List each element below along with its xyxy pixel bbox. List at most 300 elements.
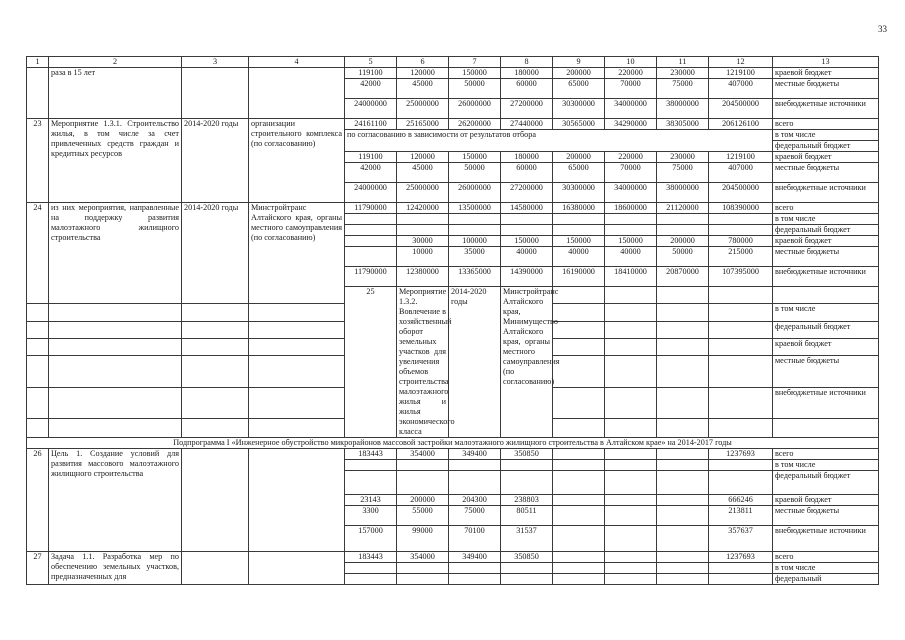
period-cell: 2014-2020 годы [449,287,501,438]
amount-cell: 45000 [397,79,449,99]
amount-cell: 780000 [709,236,773,247]
amount-cell: 34000000 [605,183,657,203]
amount-cell [27,387,49,418]
amount-cell [553,563,605,574]
amount-cell: 50000 [449,163,501,183]
amount-cell [657,526,709,552]
source-cell: краевой бюджет [773,338,879,355]
amount-cell [397,214,449,225]
amount-cell: 230000 [657,152,709,163]
amount-cell [27,304,49,321]
column-header: 5 [345,57,397,68]
table-cell [182,552,249,585]
amount-cell: 40000 [553,247,605,267]
source-cell: внебюджетные источники [773,267,879,287]
source-cell: в том числе [773,130,879,141]
column-header: 1 [27,57,49,68]
amount-cell [553,495,605,506]
amount-cell [709,214,773,225]
amount-cell [605,552,657,563]
column-header: 12 [709,57,773,68]
amount-cell [553,287,605,304]
amount-cell [182,387,249,418]
amount-cell: 65000 [553,163,605,183]
column-header: 4 [249,57,345,68]
amount-cell: 25165000 [397,119,449,130]
amount-cell [182,338,249,355]
amount-cell [49,419,182,438]
table-row [27,438,879,449]
amount-cell [553,419,605,438]
amount-cell: 50000 [449,79,501,99]
event-description: Мероприятие 1.3.1. Строительство жилья, в том числе за счет привлеченных средств граждан и кредитных ресурсов [49,119,182,203]
amount-cell [605,471,657,495]
source-cell: внебюджетные источники [773,387,879,418]
federal-note: по согласованию в зависимости от результатов отбора [345,130,773,152]
amount-cell [709,471,773,495]
amount-cell: 16190000 [553,267,605,287]
source-cell: в том числе [773,304,879,321]
source-cell: местные бюджеты [773,79,879,99]
amount-cell: 27440000 [501,119,553,130]
amount-cell: 204500000 [709,99,773,119]
amount-cell [657,506,709,526]
amount-cell: 65000 [553,79,605,99]
source-cell: внебюджетные источники [773,526,879,552]
amount-cell [605,526,657,552]
amount-cell: 204300 [449,495,501,506]
amount-cell: 354000 [397,449,449,460]
amount-cell [657,321,709,338]
source-cell: федеральный бюджет [773,321,879,338]
amount-cell [709,225,773,236]
amount-cell [553,552,605,563]
amount-cell: 1237693 [709,449,773,460]
source-cell: федеральный [773,574,879,585]
amount-cell: 157000 [345,526,397,552]
source-cell: всего [773,449,879,460]
amount-cell: 204500000 [709,183,773,203]
row-number: 23 [27,119,49,203]
amount-cell: 107395000 [709,267,773,287]
amount-cell [27,419,49,438]
amount-cell [605,321,657,338]
amount-cell [27,321,49,338]
amount-cell: 354000 [397,552,449,563]
amount-cell [657,574,709,585]
amount-cell [345,460,397,471]
amount-cell [249,321,345,338]
amount-cell [249,356,345,387]
table-cell [27,68,49,119]
amount-cell [605,563,657,574]
column-header: 3 [182,57,249,68]
amount-cell [501,460,553,471]
amount-cell: 14390000 [501,267,553,287]
amount-cell: 150000 [449,152,501,163]
amount-cell: 1237693 [709,552,773,563]
amount-cell: 407000 [709,79,773,99]
amount-cell [449,574,501,585]
amount-cell: 24000000 [345,183,397,203]
amount-cell [249,338,345,355]
amount-cell [553,304,605,321]
table-cell [773,419,879,438]
amount-cell [449,471,501,495]
amount-cell [501,471,553,495]
amount-cell: 34290000 [605,119,657,130]
amount-cell [605,225,657,236]
amount-cell: 120000 [397,68,449,79]
amount-cell: 42000 [345,163,397,183]
amount-cell [345,247,397,267]
amount-cell [553,321,605,338]
amount-cell: 45000 [397,163,449,183]
amount-cell: 30000 [397,236,449,247]
column-header: 10 [605,57,657,68]
amount-cell: 23143 [345,495,397,506]
amount-cell: 60000 [501,79,553,99]
period-cell: 2014-2020 годы [182,203,249,304]
source-cell: краевой бюджет [773,236,879,247]
amount-cell: 60000 [501,163,553,183]
amount-cell [501,574,553,585]
table-cell [249,68,345,119]
table-cell [182,449,249,552]
amount-cell: 350850 [501,449,553,460]
amount-cell: 10000 [397,247,449,267]
amount-cell: 25000000 [397,99,449,119]
amount-cell: 13500000 [449,203,501,214]
amount-cell: 220000 [605,68,657,79]
amount-cell [397,460,449,471]
amount-cell: 220000 [605,152,657,163]
table-cell [249,552,345,585]
amount-cell: 16380000 [553,203,605,214]
event-description: Задача 1.1. Разработка мер по обеспечению земельных участков, предназначенных для [49,552,182,585]
amount-cell [553,356,605,387]
amount-cell: 108390000 [709,203,773,214]
amount-cell: 25000000 [397,183,449,203]
amount-cell: 215000 [709,247,773,267]
amount-cell [657,387,709,418]
amount-cell [553,460,605,471]
amount-cell: 34000000 [605,99,657,119]
amount-cell: 14580000 [501,203,553,214]
amount-cell [397,563,449,574]
amount-cell [657,495,709,506]
amount-cell: 40000 [605,247,657,267]
table-row [27,552,879,563]
amount-cell: 180000 [501,68,553,79]
column-header: 2 [49,57,182,68]
executor-cell: организации строительного комплекса (по согласованию) [249,119,345,203]
amount-cell: 150000 [501,236,553,247]
amount-cell: 18410000 [605,267,657,287]
amount-cell [657,552,709,563]
amount-cell [605,574,657,585]
amount-cell: 206126100 [709,119,773,130]
amount-cell [501,214,553,225]
amount-cell: 213811 [709,506,773,526]
amount-cell [501,563,553,574]
amount-cell: 119100 [345,152,397,163]
amount-cell: 200000 [553,152,605,163]
column-header: 6 [397,57,449,68]
amount-cell [605,287,657,304]
amount-cell: 80511 [501,506,553,526]
amount-cell [345,214,397,225]
source-cell: федеральный бюджет [773,471,879,495]
amount-cell [49,304,182,321]
amount-cell [501,225,553,236]
amount-cell: 26200000 [449,119,501,130]
amount-cell [27,338,49,355]
amount-cell [553,214,605,225]
amount-cell [397,574,449,585]
source-cell: местные бюджеты [773,506,879,526]
amount-cell: 42000 [345,79,397,99]
table-cell [249,449,345,552]
column-header: 8 [501,57,553,68]
column-header: 7 [449,57,501,68]
amount-cell: 70000 [605,79,657,99]
subprogram-title: Подпрограмма I «Инженерное обустройство микрорайонов массовой застройки малоэтажного жилищного строительства в Алтайском крае» на 2014-2017 годы [27,438,879,449]
amount-cell [553,574,605,585]
amount-cell [182,356,249,387]
amount-cell: 230000 [657,68,709,79]
amount-cell: 1219100 [709,68,773,79]
amount-cell: 75000 [449,506,501,526]
source-cell: федеральный бюджет [773,225,879,236]
table-row [27,119,879,130]
event-description: Мероприятие 1.3.2. Вовлечение в хозяйственный оборот земельных участков для увеличения объемов строительства малоэтажного жилья и жилья экономического класса [397,287,449,438]
amount-cell: 99000 [397,526,449,552]
row-number: 27 [27,552,49,585]
column-header: 11 [657,57,709,68]
amount-cell [553,471,605,495]
source-cell: в том числе [773,563,879,574]
amount-cell [709,419,773,438]
amount-cell [553,449,605,460]
amount-cell [182,419,249,438]
amount-cell [657,338,709,355]
source-cell: всего [773,119,879,130]
amount-cell: 200000 [553,68,605,79]
amount-cell: 150000 [449,68,501,79]
amount-cell: 30300000 [553,183,605,203]
amount-cell: 50000 [657,247,709,267]
source-cell: краевой бюджет [773,495,879,506]
amount-cell [709,460,773,471]
amount-cell: 24000000 [345,99,397,119]
amount-cell: 357637 [709,526,773,552]
amount-cell: 350850 [501,552,553,563]
amount-cell: 35000 [449,247,501,267]
amount-cell: 119100 [345,68,397,79]
executor-cell: Минстройтранс Алтайского края, Минимущество Алтайского края, органы местного самоуправления (по согласованию) [501,287,553,438]
column-header: 13 [773,57,879,68]
amount-cell [709,287,773,304]
amount-cell: 70100 [449,526,501,552]
amount-cell [49,321,182,338]
amount-cell: 150000 [605,236,657,247]
amount-cell [657,225,709,236]
amount-cell: 38000000 [657,99,709,119]
amount-cell: 11790000 [345,203,397,214]
amount-cell: 666246 [709,495,773,506]
amount-cell: 12420000 [397,203,449,214]
amount-cell: 1219100 [709,152,773,163]
amount-cell [709,387,773,418]
amount-cell [553,338,605,355]
amount-cell [605,387,657,418]
amount-cell: 27200000 [501,183,553,203]
amount-cell: 21120000 [657,203,709,214]
row-number: 24 [27,203,49,304]
source-cell: краевой бюджет [773,68,879,79]
amount-cell [709,304,773,321]
amount-cell [605,214,657,225]
event-description: раза в 15 лет [49,68,182,119]
event-description: Цель 1. Создание условий для развития массового малоэтажного жилищного строительства [49,449,182,552]
amount-cell: 26000000 [449,99,501,119]
table-row [27,449,879,460]
amount-cell [553,526,605,552]
amount-cell: 407000 [709,163,773,183]
amount-cell [345,471,397,495]
amount-cell [605,506,657,526]
amount-cell [709,563,773,574]
amount-cell [657,214,709,225]
amount-cell [182,321,249,338]
amount-cell: 200000 [657,236,709,247]
amount-cell [182,304,249,321]
amount-cell: 13365000 [449,267,501,287]
amount-cell [657,287,709,304]
amount-cell [449,563,501,574]
amount-cell [709,338,773,355]
amount-cell: 180000 [501,152,553,163]
amount-cell [709,574,773,585]
amount-cell [657,563,709,574]
amount-cell: 24161100 [345,119,397,130]
amount-cell [605,449,657,460]
amount-cell: 55000 [397,506,449,526]
table-row [27,203,879,214]
amount-cell: 38305000 [657,119,709,130]
amount-cell: 27200000 [501,99,553,119]
amount-cell: 238803 [501,495,553,506]
amount-cell [657,449,709,460]
amount-cell: 11790000 [345,267,397,287]
source-cell: местные бюджеты [773,356,879,387]
source-cell: местные бюджеты [773,163,879,183]
amount-cell: 3300 [345,506,397,526]
table-cell [182,68,249,119]
amount-cell: 20870000 [657,267,709,287]
amount-cell: 150000 [553,236,605,247]
amount-cell [605,419,657,438]
amount-cell: 30565000 [553,119,605,130]
row-number: 26 [27,449,49,552]
amount-cell [449,225,501,236]
amount-cell: 18600000 [605,203,657,214]
amount-cell [657,419,709,438]
source-cell: всего [773,203,879,214]
amount-cell [553,387,605,418]
amount-cell: 120000 [397,152,449,163]
source-cell: федеральный бюджет [773,141,879,152]
amount-cell [449,214,501,225]
table-row [27,68,879,79]
page-number: 33 [878,24,887,34]
amount-cell [449,460,501,471]
source-cell: краевой бюджет [773,152,879,163]
amount-cell: 70000 [605,163,657,183]
amount-cell [605,495,657,506]
source-cell: в том числе [773,214,879,225]
amount-cell: 183443 [345,449,397,460]
amount-cell [345,236,397,247]
amount-cell: 38000000 [657,183,709,203]
amount-cell [49,338,182,355]
amount-cell: 349400 [449,449,501,460]
source-cell: всего [773,552,879,563]
amount-cell: 30300000 [553,99,605,119]
source-cell: местные бюджеты [773,247,879,267]
amount-cell [345,563,397,574]
amount-cell [49,356,182,387]
amount-cell: 75000 [657,163,709,183]
executor-cell: Минстройтранс Алтайского края, органы местного самоуправления (по согласованию) [249,203,345,304]
column-header: 9 [553,57,605,68]
amount-cell: 200000 [397,495,449,506]
amount-cell [709,321,773,338]
amount-cell [249,304,345,321]
row-number: 25 [345,287,397,438]
amount-cell: 183443 [345,552,397,563]
amount-cell [553,225,605,236]
amount-cell: 31537 [501,526,553,552]
amount-cell: 40000 [501,247,553,267]
amount-cell [27,356,49,387]
amount-cell [553,506,605,526]
table-row [27,57,879,68]
amount-cell [249,419,345,438]
amount-cell [657,460,709,471]
amount-cell: 26000000 [449,183,501,203]
source-cell: внебюджетные источники [773,183,879,203]
amount-cell [249,387,345,418]
amount-cell [397,471,449,495]
amount-cell [657,471,709,495]
amount-cell: 100000 [449,236,501,247]
source-cell: внебюджетные источники [773,99,879,119]
amount-cell [657,304,709,321]
amount-cell [657,356,709,387]
source-cell: в том числе [773,460,879,471]
amount-cell [605,460,657,471]
event-description: из них мероприятия, направленные на поддержку развития малоэтажного жилищного строительства [49,203,182,304]
amount-cell [605,338,657,355]
amount-cell [345,225,397,236]
financing-table [26,56,879,585]
amount-cell: 349400 [449,552,501,563]
amount-cell: 75000 [657,79,709,99]
amount-cell [397,225,449,236]
amount-cell [709,356,773,387]
